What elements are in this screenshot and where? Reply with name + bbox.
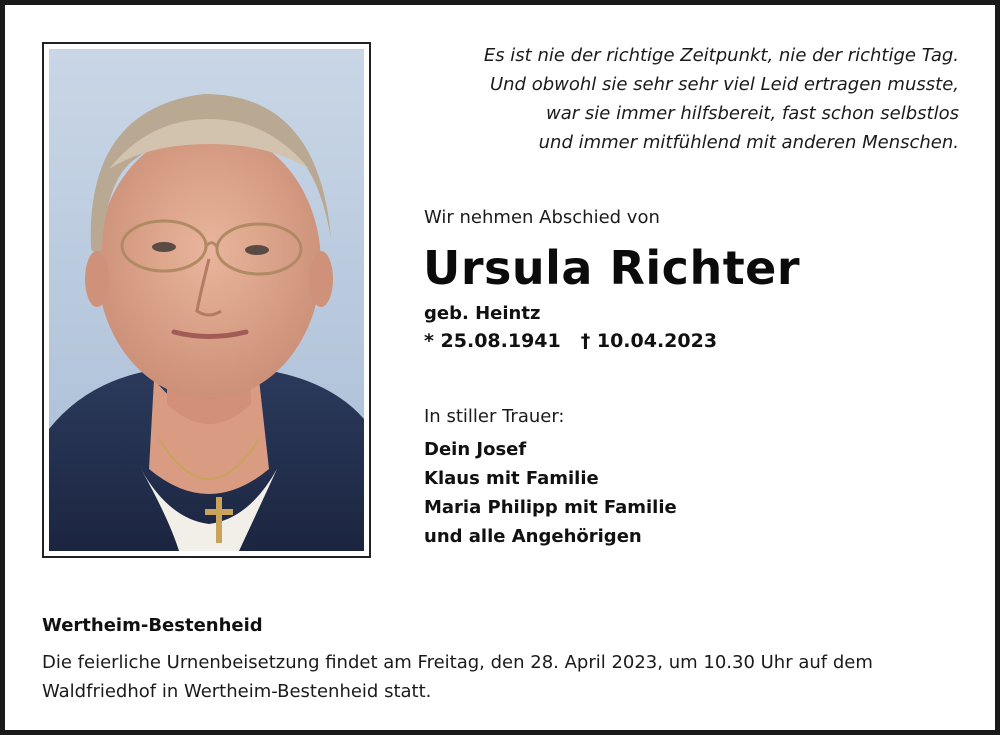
memorial-quote: [399, 41, 959, 157]
mourner: Klaus mit Familie: [424, 468, 599, 489]
ceremony-details: Die feierliche Urnenbeisetzung findet am Freitag, den 28. April 2023, um 10.30 Uhr auf dem Waldfriedhof in Wertheim-Bestenheid statt.: [42, 652, 873, 702]
farewell-intro: Wir nehmen Abschied von: [424, 207, 660, 228]
quote-line: und immer mitfühlend mit anderen Menschen.: [538, 132, 959, 153]
quote-line: war sie immer hilfsbereit, fast schon selbstlos: [546, 103, 959, 124]
mourner: Dein Josef: [424, 439, 527, 460]
mourning-label: In stiller Trauer:: [424, 406, 565, 427]
quote-line: Es ist nie der richtige Zeitpunkt, nie der richtige Tag.: [483, 45, 959, 66]
birth-date: * 25.08.1941: [424, 330, 561, 352]
death-date: † 10.04.2023: [580, 330, 718, 352]
mourner: Maria Philipp mit Familie: [424, 497, 677, 518]
quote-line: Und obwohl sie sehr sehr viel Leid ertragen musste,: [489, 74, 959, 95]
mourners-list: [424, 435, 677, 551]
portrait-image: [49, 49, 364, 551]
location-heading: Wertheim-Bestenheid: [42, 615, 263, 636]
portrait-photo: [42, 42, 371, 558]
mourner: und alle Angehörigen: [424, 526, 642, 547]
life-dates: [424, 330, 717, 352]
deceased-name: Ursula Richter: [423, 241, 801, 295]
maiden-name: geb. Heintz: [424, 303, 541, 324]
